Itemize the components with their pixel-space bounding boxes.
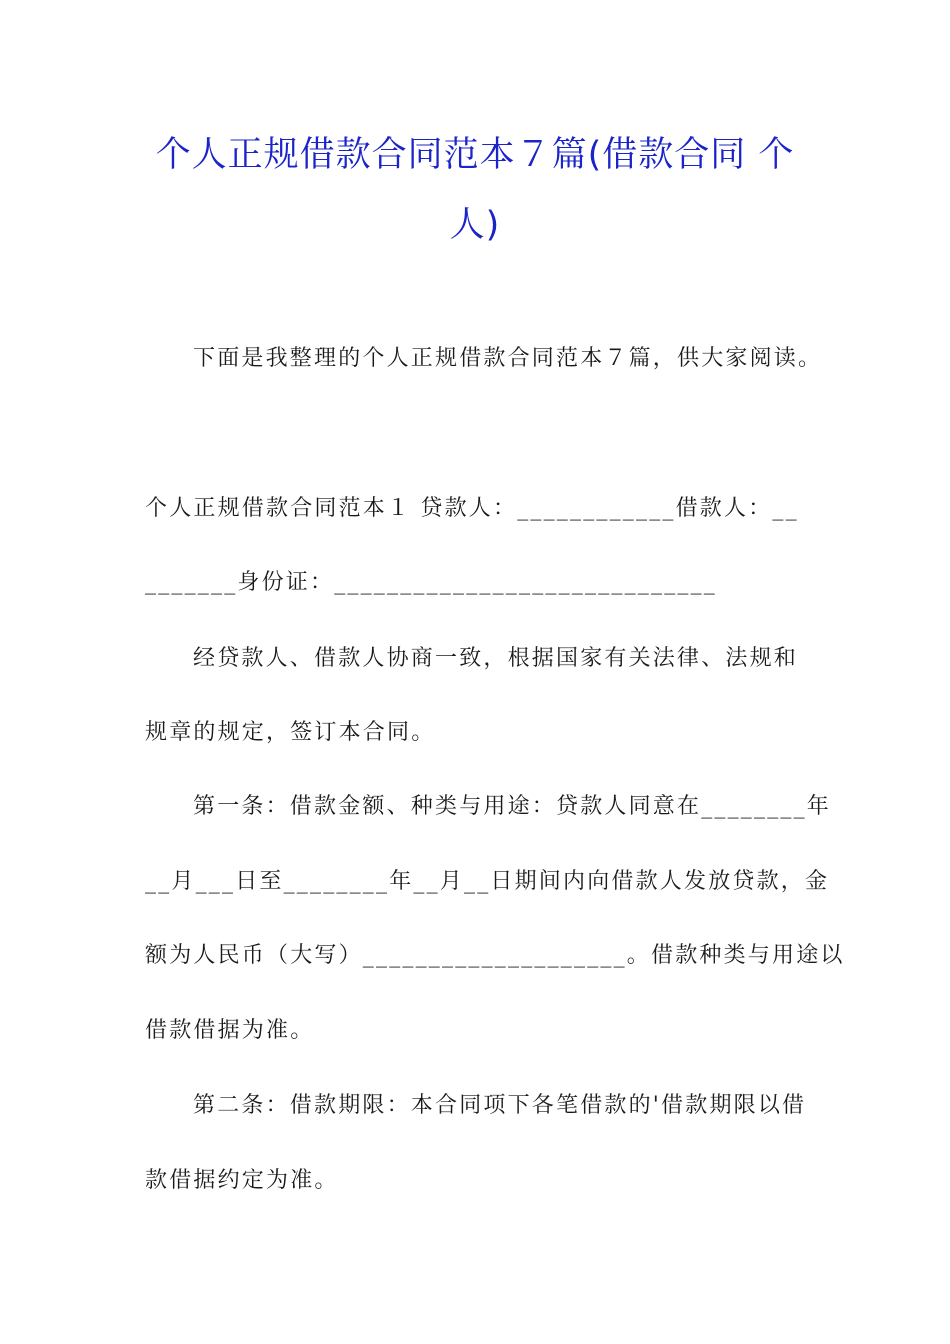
article-1-line-1: 第一条：借款金额、种类与用途：贷款人同意在________年 [193, 794, 832, 819]
contract-heading-line: 个人正规借款合同范本１ 贷款人：____________借款人：__ [145, 496, 799, 521]
article-2-line-1: 第二条：借款期限：本合同项下各笔借款的'借款期限以借 [193, 1093, 807, 1118]
preamble-line-1: 经贷款人、借款人协商一致，根据国家有关法律、法规和 [193, 646, 799, 671]
document-title-line-1: 个人正规借款合同范本７篇(借款合同 个 [155, 135, 795, 175]
article-1-line-3: 额为人民币（大写）____________________。借款种类与用途以 [145, 943, 845, 968]
article-2-line-2: 款借据约定为准。 [145, 1168, 339, 1193]
article-1-line-2: __月___日至________年__月__日期间内向借款人发放贷款，金 [145, 869, 830, 894]
document-title-line-2: 人) [449, 205, 501, 245]
preamble-line-2: 规章的规定，签订本合同。 [145, 720, 436, 745]
id-card-line: _______身份证：_____________________________ [145, 570, 718, 595]
article-1-line-4: 借款借据为准。 [145, 1018, 315, 1043]
intro-paragraph: 下面是我整理的个人正规借款合同范本７篇，供大家阅读。 [193, 346, 823, 371]
